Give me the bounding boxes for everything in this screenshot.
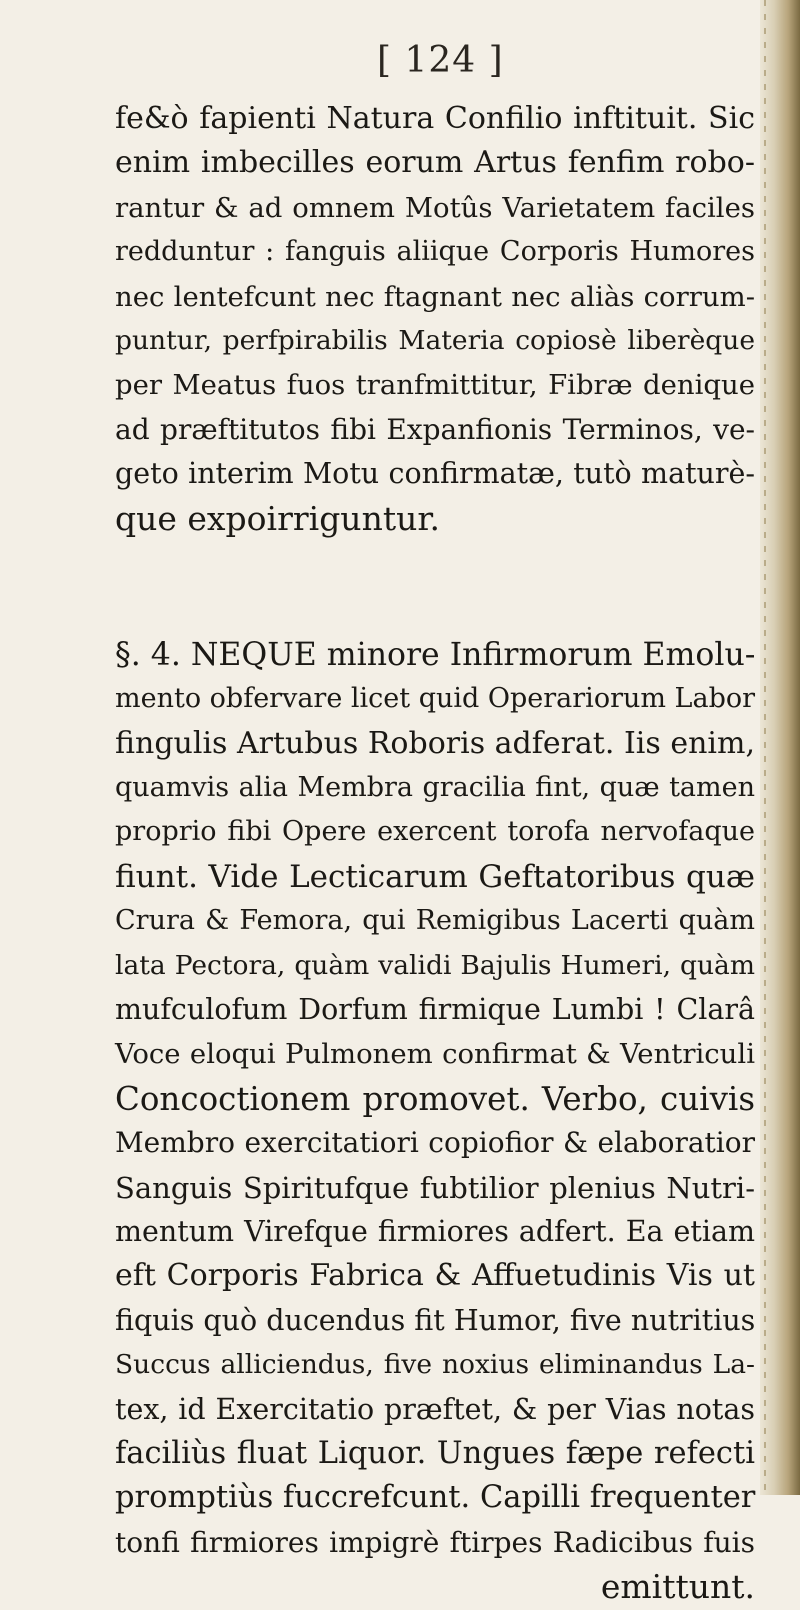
text-line: tonfi firmiores impigrè ftirpes Radicibus fuis — [115, 1525, 755, 1559]
text-line: lata Pectora, quàm validi Bajulis Humeri, quàm — [115, 949, 755, 981]
text-line: mento obfervare licet quid Operariorum Labor — [115, 683, 756, 715]
text-line: Sanguis Spiritufque fubtilior plenius Nutri- — [115, 1170, 755, 1205]
text-line: Succus alliciendus, five noxius eliminandus La- — [115, 1349, 755, 1381]
text-line: redduntur : fanguis aliique Corporis Humores — [115, 236, 755, 268]
text-line: fiquis quò ducendus fit Humor, five nutritius — [115, 1303, 756, 1337]
text-block — [115, 97, 755, 1610]
text-line: mufculofum Dorfum firmique Lumbi ! Clarâ — [115, 993, 755, 1027]
catchword: emittunt. — [600, 1567, 755, 1607]
text-line: fingulis Artubus Roboris adferat. Iis enim, — [115, 725, 755, 761]
text-line: Crura & Femora, qui Remigibus Lacerti quàm — [115, 905, 755, 937]
text-line: mentum Virefque firmiores adfert. Ea etiam — [115, 1214, 755, 1248]
text-line: per Meatus fuos tranfmittitur, Fibræ denique — [115, 369, 755, 402]
text-line: rantur & ad omnem Motûs Varietatem faciles — [115, 191, 755, 224]
text-line: quamvis alia Membra gracilia fint, quæ tamen — [115, 772, 755, 804]
text-line: geto interim Motu confirmatæ, tutò maturè- — [115, 457, 755, 491]
text-line: fe&ò fapienti Natura Confilio inftituit. Sic — [115, 101, 755, 136]
text-line: enim imbecilles eorum Artus fenfim robo- — [115, 145, 755, 181]
text-line: Membro exercitatiori copiofior & elaboratior — [115, 1126, 755, 1160]
text-line: tex, id Exercitatio præftet, & per Vias notas — [115, 1392, 755, 1426]
text-line: Voce eloqui Pulmonem confirmat & Ventriculi — [115, 1038, 755, 1071]
page-number: [ 124 ] — [377, 40, 504, 81]
section-heading-line: §. 4. NEQUE minore Infirmorum Emolu- — [115, 636, 756, 673]
text-line: puntur, perfpirabilis Materia copiosè liberèque — [115, 324, 755, 356]
text-line: faciliùs fluat Liquor. Ungues fæpe refecti — [115, 1435, 755, 1471]
text-line: nec lentefcunt nec ftagnant nec aliàs corrum- — [115, 280, 755, 313]
book-page-edge — [760, 0, 800, 1495]
text-line: que expoirriguntur. — [115, 498, 440, 538]
text-line: promptiùs fuccrefcunt. Capilli frequenter — [115, 1480, 756, 1516]
paragraph-gap — [115, 541, 755, 633]
text-line: ad præftitutos fibi Expanfionis Terminos, ve- — [115, 412, 755, 446]
text-line: Concoctionem promovet. Verbo, cuivis — [115, 1079, 755, 1118]
text-line: proprio fibi Opere exercent torofa nervofaque — [115, 816, 755, 848]
text-line: fiunt. Vide Lecticarum Geftatoribus quæ — [115, 858, 755, 895]
text-line: eft Corporis Fabrica & Affuetudinis Vis ut — [115, 1258, 755, 1294]
